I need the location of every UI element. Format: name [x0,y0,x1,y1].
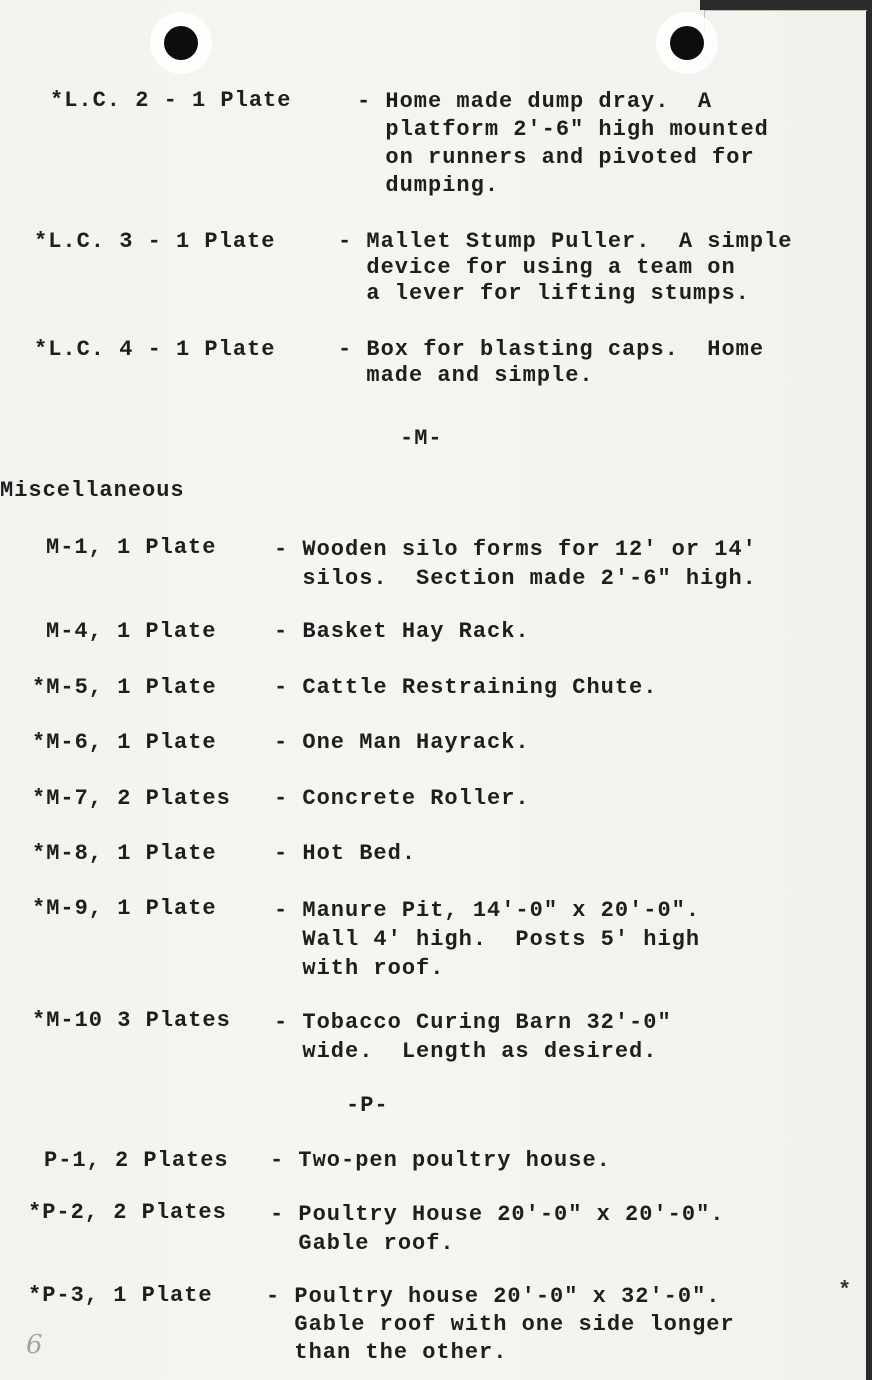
entry-code-m10: *M-10 3 Plates [32,1008,231,1033]
entry-code-p1: P-1, 2 Plates [44,1148,229,1173]
entry-code-lc4: *L.C. 4 - 1 Plate [34,337,276,362]
entry-desc-p2: - Poultry House 20'-0" x 20'-0". Gable roof. [270,1202,725,1256]
entry-desc-lc4: - Box for blasting caps. Home made and simple. [338,337,765,388]
entry-desc-p3: - Poultry house 20'-0" x 32'-0". Gable roof with one side longer than the other. [266,1284,735,1365]
entry-code-lc3: *L.C. 3 - 1 Plate [34,229,276,254]
entry-code-m7: *M-7, 2 Plates [32,786,231,811]
entry-code-m8: *M-8, 1 Plate [32,841,217,866]
entry-desc-m4: - Basket Hay Rack. [274,619,530,644]
punch-hole-left [164,26,198,60]
entry-desc-m5: - Cattle Restraining Chute. [274,675,658,700]
section-heading-p: -P- [346,1093,389,1118]
paper-fold [704,10,867,33]
entry-code-lc2: *L.C. 2 - 1 Plate [50,88,292,113]
entry-desc-m10: - Tobacco Curing Barn 32'-0" wide. Length as desired. [274,1010,672,1064]
entry-code-p2: *P-2, 2 Plates [28,1200,227,1225]
entry-desc-m6: - One Man Hayrack. [274,730,530,755]
entry-desc-lc3: - Mallet Stump Puller. A simple device for using a team on a lever for lifting stumps. [338,229,793,306]
entry-desc-lc2: - Home made dump dray. A platform 2'-6" high mounted on runners and pivoted for dumping. [357,89,769,198]
entry-code-p3: *P-3, 1 Plate [28,1283,213,1308]
entry-code-m1: M-1, 1 Plate [46,535,217,560]
miscellaneous-heading: Miscellaneous [0,478,185,503]
entry-code-m9: *M-9, 1 Plate [32,896,217,921]
entry-desc-m7: - Concrete Roller. [274,786,530,811]
margin-asterisk: * [838,1278,852,1303]
entry-desc-p1: - Two-pen poultry house. [270,1148,611,1173]
entry-desc-m9: - Manure Pit, 14'-0" x 20'-0". Wall 4' high. Posts 5' high with roof. [274,898,701,981]
section-heading-m: -M- [400,426,443,451]
entry-code-m6: *M-6, 1 Plate [32,730,217,755]
scan-edge [866,0,872,1380]
entry-desc-m8: - Hot Bed. [274,841,417,866]
punch-hole-right [670,26,704,60]
entry-desc-m1: - Wooden silo forms for 12' or 14' silos. Section made 2'-6" high. [274,537,757,591]
handwritten-page-number: 6 [26,1330,43,1360]
entry-code-m4: M-4, 1 Plate [46,619,217,644]
paper-top-strip [700,0,872,10]
entry-code-m5: *M-5, 1 Plate [32,675,217,700]
